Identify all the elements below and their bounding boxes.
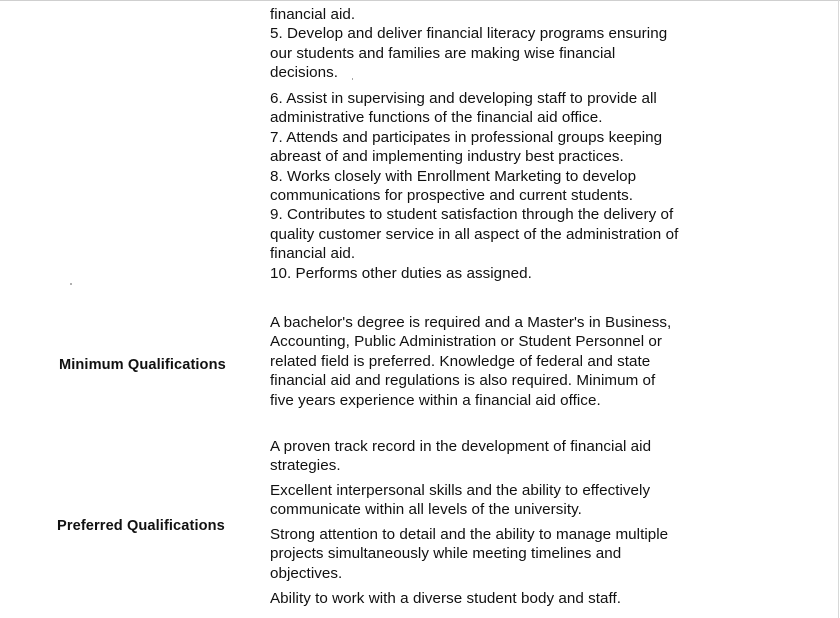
duty-line: 8. Works closely with Enrollment Marketing to develop bbox=[270, 167, 637, 185]
preferred-line: strategies. bbox=[270, 457, 341, 475]
minimum-qualifications-text bbox=[270, 313, 740, 410]
preferred-line: Ability to work with a diverse student body and staff. bbox=[270, 590, 622, 607]
preferred-line: Strong attention to detail and the ability to manage multiple bbox=[270, 526, 669, 543]
duty-line: 7. Attends and participates in professional groups keeping bbox=[270, 128, 663, 146]
preferred-item bbox=[270, 525, 740, 583]
duty-line: financial aid. bbox=[270, 245, 356, 263]
duty-item-5-line: our students and families are making wise financial bbox=[270, 44, 616, 62]
duty-line: 10. Performs other duties as assigned. bbox=[270, 264, 532, 282]
preferred-line: objectives. bbox=[270, 564, 343, 582]
duties-block bbox=[270, 5, 740, 83]
minimum-line: Accounting, Public Administration or Student Personnel or bbox=[270, 333, 663, 351]
scan-speck bbox=[70, 283, 72, 285]
duty-line: administrative functions of the financial aid office. bbox=[270, 109, 603, 127]
minimum-line: related field is preferred. Knowledge of federal and state bbox=[270, 352, 651, 370]
duty-line: abreast of and implementing industry best practices. bbox=[270, 148, 624, 166]
duty-line: communications for prospective and current students. bbox=[270, 187, 634, 205]
duties-list-block bbox=[270, 89, 740, 283]
duty-line: quality customer service in all aspect of the administration of bbox=[270, 225, 679, 243]
minimum-line: A bachelor's degree is required and a Master's in Business, bbox=[270, 314, 672, 331]
scan-border-right bbox=[838, 0, 839, 618]
duty-item-5-line: decisions. bbox=[270, 64, 339, 82]
preferred-item bbox=[270, 437, 740, 476]
preferred-line: communicate within all levels of the university. bbox=[270, 501, 582, 519]
duty-line: 9. Contributes to student satisfaction through the delivery of bbox=[270, 206, 674, 224]
duty-item-5-line: 5. Develop and deliver financial literacy programs ensuring bbox=[270, 25, 668, 43]
preferred-qualifications-label: Preferred Qualifications bbox=[57, 518, 225, 534]
preferred-line: A proven track record in the development of financial aid bbox=[270, 438, 652, 455]
preferred-item bbox=[270, 589, 740, 608]
duties-continuation-line: financial aid. bbox=[270, 6, 356, 23]
minimum-line: financial aid and regulations is also required. Minimum of bbox=[270, 372, 656, 390]
duty-line: 6. Assist in supervising and developing staff to provide all bbox=[270, 90, 657, 107]
preferred-item bbox=[270, 481, 740, 520]
minimum-line: five years experience within a financial aid office. bbox=[270, 391, 601, 409]
preferred-line: Excellent interpersonal skills and the ability to effectively bbox=[270, 482, 651, 499]
minimum-qualifications-label: Minimum Qualifications bbox=[59, 357, 226, 373]
preferred-line: projects simultaneously while meeting timelines and bbox=[270, 545, 622, 563]
scan-border-top bbox=[0, 0, 840, 1]
